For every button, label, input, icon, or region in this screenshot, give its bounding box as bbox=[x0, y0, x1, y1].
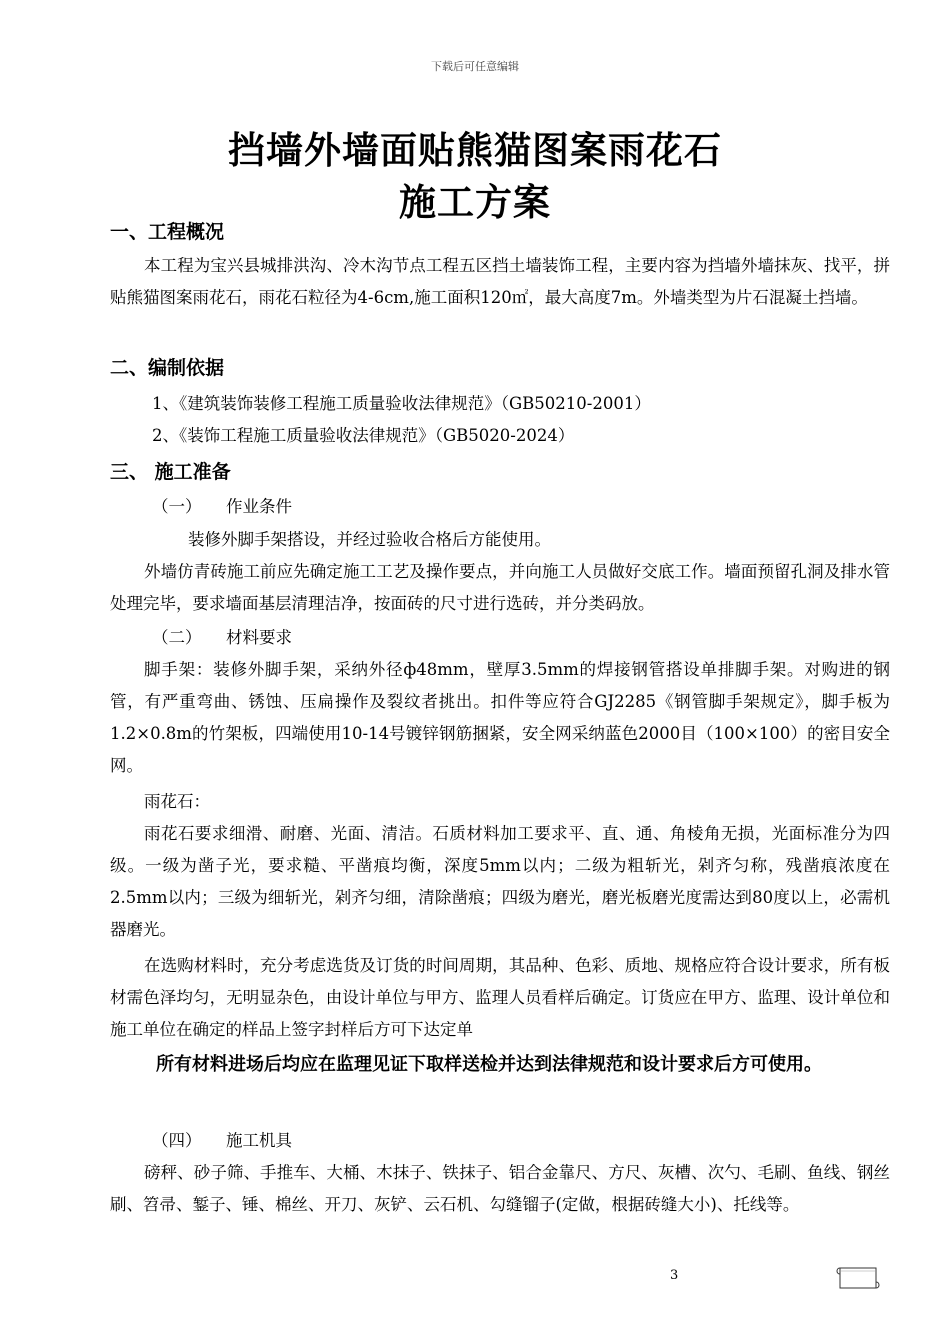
page-header: 下载后可任意编辑 bbox=[431, 60, 519, 73]
paragraph-tools: 磅秤、砂子筛、手推车、大桶、木抹子、铁抹子、铝合金靠尺、方尺、灰槽、次勺、毛刷、鱼线、钢丝刷、笤帚、錾子、锤、棉丝、开刀、灰铲、云石机、勾缝镏子(定做，根据砖缝大小)、托线等。 bbox=[110, 1163, 890, 1214]
paragraph-scaffold: 脚手架：装修外脚手架，采纳外径ф48mm，壁厚3.5mm的焊接钢管搭设单排脚手架。对购进的钢管，有严重弯曲、锈蚀、压扁操作及裂纹者挑出。扣件等应符合GJ2285《钢管脚手架规定》，脚手板为1.2×0.8m的竹架板，四端使用10-14号镀锌钢筋捆紧，安全网采纳蓝色2000目（100×100）的密目安全网。 bbox=[110, 660, 890, 775]
paragraph-pebble-requirements: 雨花石要求细滑、耐磨、光面、清洁。石质材料加工要求平、直、通、角棱角无损，光面标准分为四级。一级为凿子光，要求糙、平凿痕均衡，深度5mm以内；二级为粗斩光，剁齐匀称，残凿痕浓度在2.5mm以内；三级为细斩光，剁齐匀细，清除凿痕；四级为磨光，磨光板磨光度需达到80度以上，必需机器磨光。 bbox=[110, 824, 890, 939]
basis-item: 1、《建筑装饰装修工程施工质量验收法律规范》（GB50210-2001） bbox=[152, 394, 651, 413]
section-heading-overview: 一、工程概况 bbox=[110, 221, 225, 243]
paragraph: 装修外脚手架搭设，并经过验收合格后方能使用。 bbox=[188, 530, 551, 549]
basis-item: 2、《装饰工程施工质量验收法律规范》（GB5020-2024） bbox=[152, 426, 575, 445]
subsection-label: 材料要求 bbox=[226, 628, 292, 647]
page-number: 3 bbox=[670, 1268, 679, 1283]
subsection-materials bbox=[152, 624, 292, 648]
document-title: 挡墙外墙面贴熊猫图案雨花石 bbox=[228, 129, 722, 172]
section-heading-basis: 二、编制依据 bbox=[110, 357, 225, 379]
subsection-tools bbox=[152, 1127, 292, 1151]
subsection-number: （四） bbox=[152, 1131, 202, 1150]
subsection-work-conditions bbox=[152, 493, 292, 517]
subsection-label: 作业条件 bbox=[226, 497, 292, 516]
section-heading-preparation: 三、 施工准备 bbox=[110, 461, 231, 483]
scroll-icon bbox=[834, 1262, 880, 1292]
paragraph-pebble-label: 雨花石： bbox=[144, 792, 210, 811]
subsection-label: 施工机具 bbox=[226, 1131, 292, 1150]
paragraph-procurement: 在选购材料时，充分考虑选货及订货的时间周期，其品种、色彩、质地、规格应符合设计要求，所有板材需色泽均匀，无明显杂色，由设计单位与甲方、监理人员看样后确定。订货应在甲方、监理、设计单位和施工单位在确定的样品上签字封样后方可下达定单 bbox=[110, 956, 890, 1039]
overview-paragraph: 本工程为宝兴县城排洪沟、冷木沟节点工程五区挡土墙装饰工程，主要内容为挡墙外墙抹灰、找平，拼贴熊猫图案雨花石，雨花石粒径为4-6cm,施工面积120㎡，最大高度7m。外墙类型为片石混凝土挡墙。 bbox=[110, 256, 890, 307]
subsection-number: （一） bbox=[152, 497, 202, 516]
subsection-number: （二） bbox=[152, 628, 202, 647]
paragraph: 外墙仿青砖施工前应先确定施工工艺及操作要点，并向施工人员做好交底工作。墙面预留孔洞及排水管处理完毕，要求墙面基层清理洁净，按面砖的尺寸进行选砖，并分类码放。 bbox=[110, 562, 890, 613]
document-subtitle: 施工方案 bbox=[399, 181, 551, 224]
bold-notice: 所有材料进场后均应在监理见证下取样送检并达到法律规范和设计要求后方可使用。 bbox=[156, 1054, 822, 1075]
